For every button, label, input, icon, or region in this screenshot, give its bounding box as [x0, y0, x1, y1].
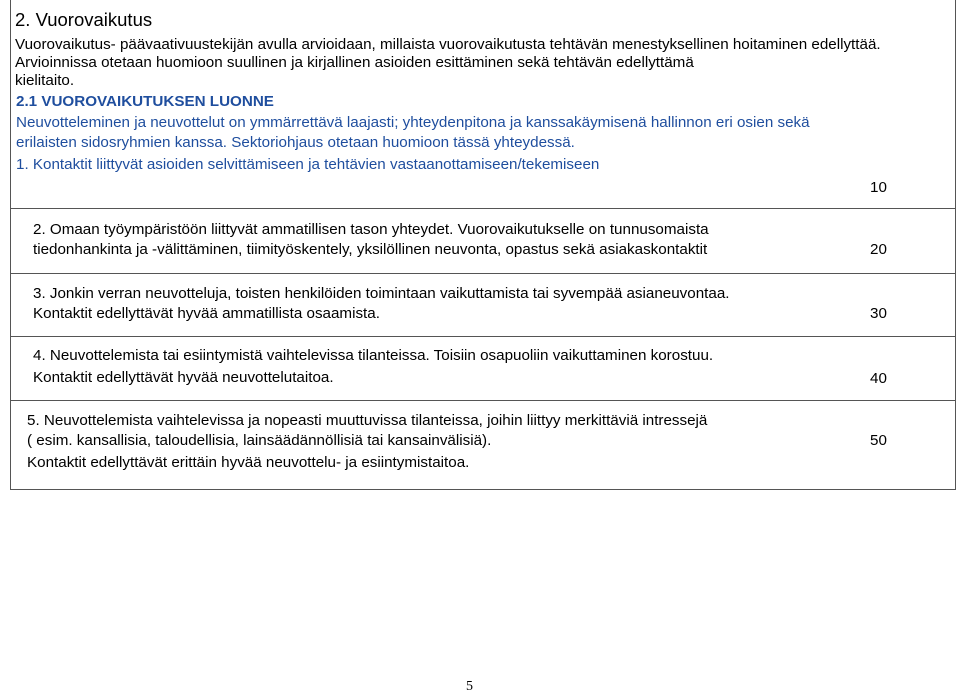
level-1-line-1: 1. Kontaktit liittyvät asioiden selvittämiseen ja tehtävien vastaanottamiseen/tekemiseen: [16, 156, 600, 173]
level-5-line-2: ( esim. kansallisia, taloudellisia, lainsäädännöllisiä tai kansainvälisiä).: [27, 432, 492, 449]
intro-line-2: Arvioinnissa otetaan huomioon suullinen ja kirjallinen asioiden esittäminen sekä tehtävän edellyttämä: [15, 54, 694, 71]
level-divider: [10, 400, 956, 401]
level-5-line-3: Kontaktit edellyttävät erittäin hyvää neuvottelu- ja esiintymistaitoa.: [27, 454, 470, 471]
description-line-1: Neuvotteleminen ja neuvottelut on ymmärrettävä laajasti; yhteydenpitona ja kanssakäymisenä hallinnon eri osien sekä: [16, 114, 810, 131]
level-divider: [10, 273, 956, 274]
subsection-heading: 2.1 VUOROVAIKUTUKSEN LUONNE: [16, 93, 274, 110]
level-4-line-1: 4. Neuvottelemista tai esiintymistä vaihtelevissa tilanteissa. Toisiin osapuoliin vaikuttaminen korostuu.: [33, 347, 714, 364]
level-divider: [10, 208, 956, 209]
level-3-line-1: 3. Jonkin verran neuvotteluja, toisten henkilöiden toimintaan vaikuttamista tai syvempää asianeuvontaa.: [33, 285, 730, 302]
level-4-line-2: Kontaktit edellyttävät hyvää neuvottelutaitoa.: [33, 369, 334, 386]
page-number: 5: [466, 679, 473, 694]
section-heading: 2. Vuorovaikutus: [15, 9, 153, 30]
level-5-line-1: 5. Neuvottelemista vaihtelevissa ja nopeasti muuttuvissa tilanteissa, joihin liittyy merkittäviä intressejä: [27, 412, 708, 429]
intro-line-3: kielitaito.: [15, 72, 75, 89]
level-1-points: 10: [870, 179, 887, 196]
level-2-line-1: 2. Omaan työympäristöön liittyvät ammatillisen tason yhteydet. Vuorovaikutukselle on tunnusomaista: [33, 221, 709, 238]
level-2-line-2: tiedonhankinta ja -välittäminen, tiimityöskentely, yksilöllinen neuvonta, opastus sekä asiakaskontaktit: [33, 241, 708, 258]
level-4-points: 40: [870, 370, 887, 387]
intro-line-1: Vuorovaikutus- päävaativuustekijän avulla arvioidaan, millaista vuorovaikutusta tehtävän menestyksellinen hoitaminen edellyttää.: [15, 36, 881, 53]
level-3-points: 30: [870, 305, 887, 322]
level-5-points: 50: [870, 432, 887, 449]
level-divider: [10, 336, 956, 337]
level-3-line-2: Kontaktit edellyttävät hyvää ammatillista osaamista.: [33, 305, 380, 322]
description-line-2: erilaisten sidosryhmien kanssa. Sektoriohjaus otetaan huomioon tässä yhteydessä.: [16, 134, 575, 151]
level-2-points: 20: [870, 241, 887, 258]
